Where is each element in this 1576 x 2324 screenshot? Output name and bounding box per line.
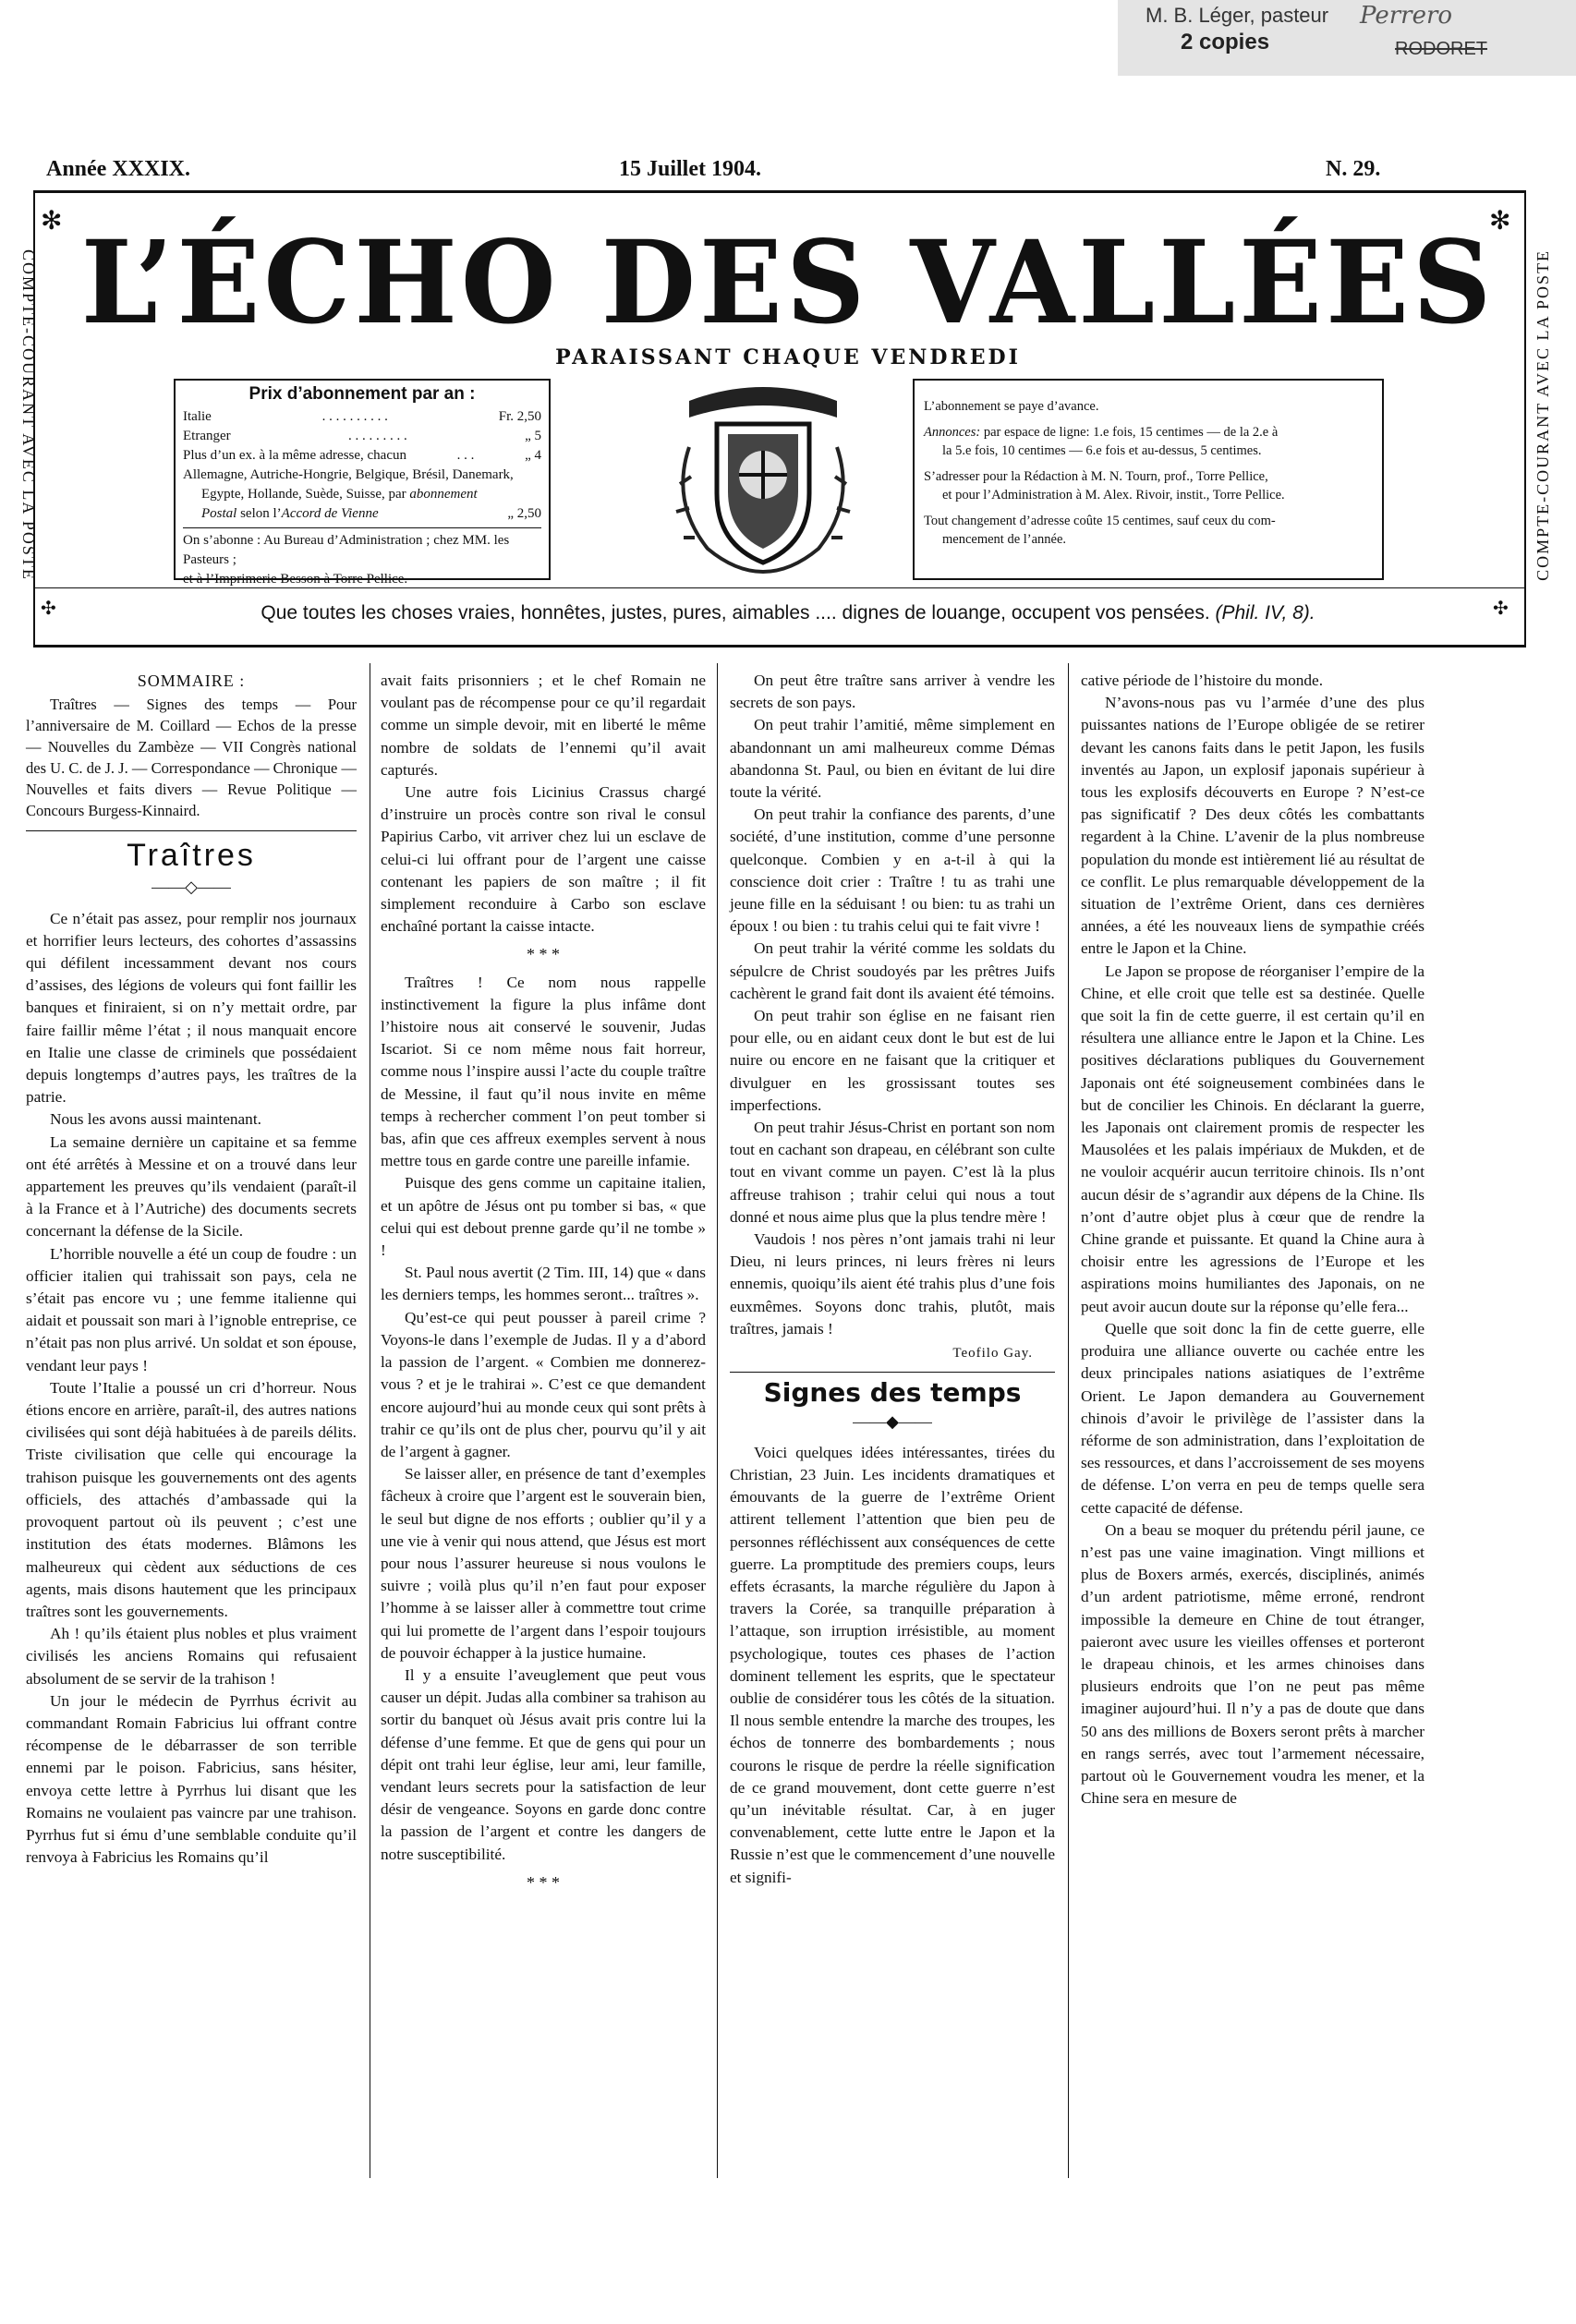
- paragraph: avait faits prisonniers ; et le chef Romain ne voulant pas de récompense pour ce qu’il regardait comme un simple devoir, mit en liberté le même nombre de soldats de l’ennemi qu’il avait capturés.: [381, 672, 706, 779]
- issue-year: Année XXXIX.: [46, 157, 190, 181]
- stamp-copies: 2 copies: [1181, 30, 1270, 54]
- price-row: Plus d’un ex. à la même adresse, chacun . . . „ 4: [183, 448, 541, 463]
- paragraph: On peut trahir Jésus-Christ en portant son nom tout en cachant son drapeau, en célébrant son culte tout en vivant comme un payen. C’est là la plus affreuse trahison ; trahir celui qui nous a tout donné et nous aime plus que la plus tendre mère !: [730, 1119, 1055, 1226]
- price-box-title: Prix d’abonnement par an :: [249, 384, 476, 404]
- paragraph: Traîtres ! Ce nom nous rappelle instinctivement la figure la plus infâme dont l’histoire nous ait conservé le souvenir, Judas Iscariot. Si ce nom même nous fait horreur, comme nous l’inspire aussi l’acte du couple traître de Messine, il faut qu’il nous invite en même temps à rechercher comment l’on peut tomber si bas, afin que ces affreux exemples servent à nous mettre tous en garde contre une pareille infamie.: [381, 973, 706, 1170]
- divider-ornament-icon: ——◆——: [853, 1411, 932, 1431]
- masthead-bottom-rule: [33, 645, 1526, 648]
- stamp-line: M. B. Léger, pasteur: [1146, 4, 1329, 27]
- section-break-stars: * * *: [527, 945, 560, 964]
- paragraph: Quelle que soit donc la fin de cette guerre, elle produira une alliance ouverte ou cachée entre les deux principales nations asiatiques de l’extrême Orient. Le Japon demandera au Gouvernement chinois d’avoir le privilège de l’assister dans la réforme de son administration, dans l’exploitation de ses ressources, et dans l’accroissement de ses moyens de défense. L’on verra en peu de temps quelle sera cette capacité de défense.: [1081, 1319, 1424, 1517]
- subscription-price-box: [174, 379, 551, 587]
- paragraph: On peut trahir son église en ne faisant rien pour elle, ou en aidant ceux dont le but est de lui nuire ou encore en ne faisant que la critiquer et divulguer en les grossissant toutes ses imperfections.: [730, 1007, 1055, 1114]
- issue-date: 15 Juillet 1904.: [619, 157, 761, 181]
- stamp-struck-text: RODORET: [1395, 39, 1487, 59]
- paragraph: L’horrible nouvelle a été un coup de foudre : un officier italien qui trahissait son pays, cela ne s’était pas encore vu ; une femme italienne qui aidait et poussait son mari à l’ignoble entreprise, ce n’était pas non plus arrivé. Un soldat et son épouse, vendant leur pays !: [26, 1244, 357, 1374]
- motto: Que toutes les choses vraies, honnêtes, justes, pures, aimables .... dignes de louange, occupent vos pensées. (Phil. IV, 8).: [261, 602, 1315, 623]
- annonces-notice: Annonces: par espace de ligne: 1.e fois, 15 centimes — de la 2.e à la 5.e fois, 10 centimes — 6.e fois et au-dessus, 5 centimes.: [924, 425, 1279, 458]
- paragraph: On peut trahir l’amitié, même simplement en abandonnant un ami malheureux comme Démas abandonna St. Paul, ou bien en évitant de lui dire toute la vérité.: [730, 716, 1055, 802]
- section-break-stars: * * *: [527, 1872, 560, 1892]
- newspaper-subtitle: PARAISSANT CHAQUE VENDREDI: [555, 345, 1021, 369]
- paragraph: Ah ! qu’ils étaient plus nobles et plus vraiment civilisés les anciens Romains qui refusaient absolument de se servir de la trahison !: [26, 1625, 357, 1688]
- paragraph: Puisque des gens comme un capitaine italien, et un apôtre de Jésus ont pu tomber si bas, « que celui qui est debout prenne garde qu’il ne tombe » !: [381, 1174, 706, 1260]
- paragraph: St. Paul nous avertit (2 Tim. III, 14) que « dans les derniers temps, les hommes seront... traîtres ».: [381, 1264, 706, 1304]
- section-rule: [730, 1372, 1055, 1373]
- column-4: [1081, 670, 1424, 1810]
- paragraph: On peut trahir la confiance des parents, d’une société, d’une institution, comme d’une personne quelconque. Combien y en a-t-il à qui la conscience doit crier : Traître ! tu as trahi une jeune fille en la séduisant ! ou bien: tu as trahi un époux ! ou bien : tu trahis celui qui te fait vivre !: [730, 805, 1055, 936]
- paragraph: Le Japon se propose de réorganiser l’empire de la Chine, et elle croit que telle est sa destinée. Quelle que soit la fin de cette guerre, il est certain qu’il en résultera une alliance entre le Japon et la Chine. Les positives déclarations publiques du Gouvernement Japonais ont été soigneusement combinées dans le but de concilier les Chinois. En déclarant la guerre, les Japonais ont clairement promis de respecter les Mausolées et les palais impériaux de Mukden, et de ne vouloir acquérir aucun territoire chinois. Ils n’ont aucun désir de s’agrandir aux dépens de la Chine. Ils n’ont d’autre objet plus à cœur que de rendre la Chine grande et puissante. Et quand la Chine aura à choisir entre les agressions de l’Europe et les aspirations moins humiliantes des Japonais, on ne peut avoir aucun doute sur la réponse qu’elle fera...: [1081, 962, 1424, 1315]
- subscribe-info: On s’abonne : Au Bureau d’Administration ; chez MM. les Pasteurs ; et à l’Imprimerie Besson à Torre Pellice.: [183, 527, 541, 589]
- corner-ornament-icon: ✣: [41, 599, 56, 619]
- column-rule: [717, 663, 718, 2178]
- paragraph: N’avons-nous pas vu l’armée d’une des plus puissantes nations de l’Europe obligée de se retirer devant les canons faits dans le petit Japon, les fusils inventés au Japon, un explosif japonais supérieur à tous les explosifs découverts en Europe ? N’est-ce pas significatif ? Des deux côtés les combattants regardent à la Chine. L’avenir de la plus nombreuse population du monde est intièrement lié au résultat de ce conflit. Le plus remarquable développement de la situation de l’extrême Orient, dans ces dernières années, a été les nouveaux liens de sympathie créés entre le Japon et la Chine.: [1081, 694, 1424, 958]
- paragraph: On a beau se moquer du prétendu péril jaune, ce n’est pas une vaine imagination. Vingt millions et plus de Boxers armés, exercés, disciplinés, animés d’un ardent patriotisme, même erroné, rendront impossible la demeure en Chine de tout étranger, paieront avec usure les vieilles offenses et porteront le drapeau chinois, et les armes chinoises dans plusieurs endroits que l’on ne peut pas même imaginer aujourd’hui. Il n’y a pas de doute que dans 50 ans des millions de Boxers seront prêts à marcher en rangs serrés, avec tout l’armement nécessaire, partout où le Gouvernement voudra les mener, et la Chine sera en mesure de: [1081, 1520, 1424, 1808]
- paragraph: On peut être traître sans arriver à vendre les secrets de son pays.: [730, 672, 1055, 712]
- paragraph: Toute l’Italie a poussé un cri d’horreur. Nous étions encore en arrière, paraît-il, des autres nations civilisées qui sont déjà habituées à de pareils délits. Triste civilisation que celle qui encourage la trahison puisque les gouvernements ont des agents officiels, des attachés d’ambassade qui la provoquent partout où ils peuvent ; c’est une institution des états modernes. Blâmons les malheureux qui cèdent aux séductions de ces agents, mais disons hautement que les principaux traîtres sont les gouvernements.: [26, 1378, 357, 1620]
- stamp-handwriting: Perrero: [1360, 2, 1453, 30]
- article-heading-signes: Signes des temps: [763, 1377, 1022, 1409]
- paragraph: Qu’est-ce qui peut pousser à pareil crime ? Voyons-le dans l’exemple de Judas. Il y a d’abord la passion de l’argent. « Combien me donnerez-vous ? et je le trahirai ». C’est ce que demandent encore aujourd’hui au monde ceux qui sont prêts à trahir ce qu’ils ont de plus cher, pourvu qu’il y ait de l’argent à gagner.: [381, 1308, 706, 1460]
- sidebar-left-postal: COMPTE-COURANT AVEC LA POSTE: [19, 249, 38, 581]
- paragraph: On peut trahir la vérité comme les soldats du sépulcre de Christ soudoyés par les prêtres Juifs cachèrent le grand fait dont ils avaient été témoins.: [730, 939, 1055, 1002]
- section-rule: [26, 830, 357, 831]
- paragraph: Se laisser aller, en présence de tant d’exemples fâcheux à croire que l’argent est le souverain bien, le seul but digne de nos efforts ; oublier qu’il y a une vie à venir qui nous attend, que Jésus est mort pour nous l’assurer heureuse si nous voulons le suivre ; voilà plus qu’il n’en faut pour exposer l’homme à se laisser aller à commettre tout crime qui lui promette de l’argent dans l’espoir toujours de pouvoir échapper à la justice humaine.: [381, 1465, 706, 1662]
- price-row: Etranger . . . . . . . . . „ 5: [183, 429, 541, 443]
- corner-ornament-icon: ✻: [1489, 207, 1511, 236]
- sommaire-title: SOMMAIRE :: [137, 672, 246, 690]
- newspaper-title: L’ÉCHO DES VALLÉES: [80, 214, 1496, 350]
- paragraph: Un jour le médecin de Pyrrhus écrivit au commandant Romain Fabricius lui offrant contre récompense de le débarrasser de son terrible ennemi par le poison. Fabricius, sans hésiter, envoya cette lettre à Pyrrhus lui disant que les Romains ne voulaient pas vaincre par une trahison. Pyrrhus fut si ému d’une semblable conduite qu’il renvoya à Fabricius les Romains qu’il: [26, 1691, 357, 1867]
- notices-box: [913, 379, 1384, 580]
- corner-ornament-icon: ✻: [41, 207, 63, 236]
- paragraph: Une autre fois Licinius Crassus chargé d’instruire un procès contre son rival le consul Papirius Carbo, vit arriver chez lui un esclave de celui-ci lui offrant pour de l’argent une caisse contenant les papiers de son maître ; il fit simplement reconduire à Carbo son esclave enchaîné portant la caisse intacte.: [381, 783, 706, 936]
- paragraph: Nous les avons aussi maintenant.: [50, 1110, 261, 1129]
- coat-of-arms-icon: [652, 373, 874, 584]
- sommaire-text: Traîtres — Signes des temps — Pour l’anniversaire de M. Coillard — Echos de la presse — Nouvelles du Zambèze — VII Congrès national des U. C. de J. J. — Correspondance — Chronique — Nouvelles et faits divers — Revue Politique — Concours Burgess-Kinnaird.: [26, 696, 357, 820]
- top-rule: [33, 190, 1526, 193]
- corner-ornament-icon: ✣: [1493, 599, 1509, 619]
- article-heading-traitres: Traîtres: [127, 838, 256, 874]
- author-signature: Teofilo Gay.: [952, 1346, 1033, 1362]
- column-rule: [1068, 663, 1069, 2178]
- paragraph: La semaine dernière un capitaine et sa femme ont été arrêtés à Messine et on a trouvé dans leur appartement les preuves qu’ils vendaient (paraît-il à la France et à l’Autriche) des documents secrets concernant la défense de la Sicile.: [26, 1132, 357, 1241]
- postal-union-text: Allemagne, Autriche-Hongrie, Belgique, Brésil, Danemark, Egypte, Hollande, Suède, Suisse, par abonnement Postal selon l’Accord de Vienne „ 2,50: [183, 467, 541, 521]
- library-stamp: [1118, 0, 1576, 76]
- column-1: [26, 670, 357, 1869]
- address-change-notice: Tout changement d’adresse coûte 15 centimes, sauf ceux du com- mencement de l’année.: [924, 514, 1276, 547]
- sidebar-right-postal: COMPTE-COURANT AVEC LA POSTE: [1534, 249, 1552, 581]
- paragraph: Ce n’était pas assez, pour remplir nos journaux et horrifier leurs lecteurs, des cohortes d’assassins qui défilent incessamment devant nos cours d’assises, des légions de voleurs qui font faillir les banques et finiraient, si on n’y mettait ordre, par faire faillir même l’état ; il nous manquait encore en Italie une classe de criminels que possédaient depuis longtemps d’autres pays, les traîtres de la patrie.: [26, 909, 357, 1107]
- column-3: [730, 670, 1055, 1889]
- paragraph: Vaudois ! nos pères n’ont jamais trahi ni leur Dieu, ni leurs princes, ni leurs frères ni leurs ennemis, quoiqu’ils aient été trahis plus d’une fois euxmêmes. Soyons donc trahis, plutôt, mais traîtres, jamais !: [730, 1230, 1055, 1338]
- column-2: [381, 670, 706, 1899]
- paragraph: Il y a ensuite l’aveuglement que peut vous causer un dépit. Judas alla combiner sa trahison au sortir du banquet où Jésus avait pris contre lui la défense d’une femme. Et que de gens qui pour un dépit ont trahi leur église, leur ami, leur famille, vendant leurs secrets pour la satisfaction de leur désir de vengeance. Soyons en garde donc contre la passion de l’argent et contre les dangers de notre susceptibilité.: [381, 1665, 706, 1863]
- divider-ornament-icon: ——◇——: [152, 878, 231, 897]
- paragraph: Voici quelques idées intéressantes, tirées du Christian, 23 Juin. Les incidents dramatiques et émouvants de la guerre de l’extrême Orient attirent tellement l’attention que bien peu de personnes réfléchissent aux conséquences de cette guerre. La promptitude des premiers coups, leurs effets écrasants, la marche régulière du Japon à travers la Corée, sa tranquille préparation à l’attaque, son irruption irrésistible, au moment psychologique, toutes ces phases de l’action dominent tellement les esprits, que le spectateur oublie de considérer tous les côtés de la situation. Il nous semble entendre la marche des troupes, les échos de tonnerre des bombardements ; nous courons le risque de perdre la réelle signification de ce grand mouvement, dont cette guerre n’est qu’un inévitable résultat. Car, à en juger convenablement, cette lutte entre le Japon et la Russie n’est que le commencement d’une nouvelle et signifi-: [730, 1443, 1055, 1886]
- advance-notice: L’abonnement se paye d’avance.: [924, 399, 1099, 414]
- issue-number: N. 29.: [1326, 157, 1381, 181]
- redaction-notice: S’adresser pour la Rédaction à M. N. Tourn, prof., Torre Pellice, et pour l’Administration à M. Alex. Rivoir, instit., Torre Pellice.: [924, 469, 1285, 502]
- paragraph: cative période de l’histoire du monde.: [1081, 672, 1324, 689]
- price-row: Italie . . . . . . . . . . Fr. 2,50: [183, 409, 541, 424]
